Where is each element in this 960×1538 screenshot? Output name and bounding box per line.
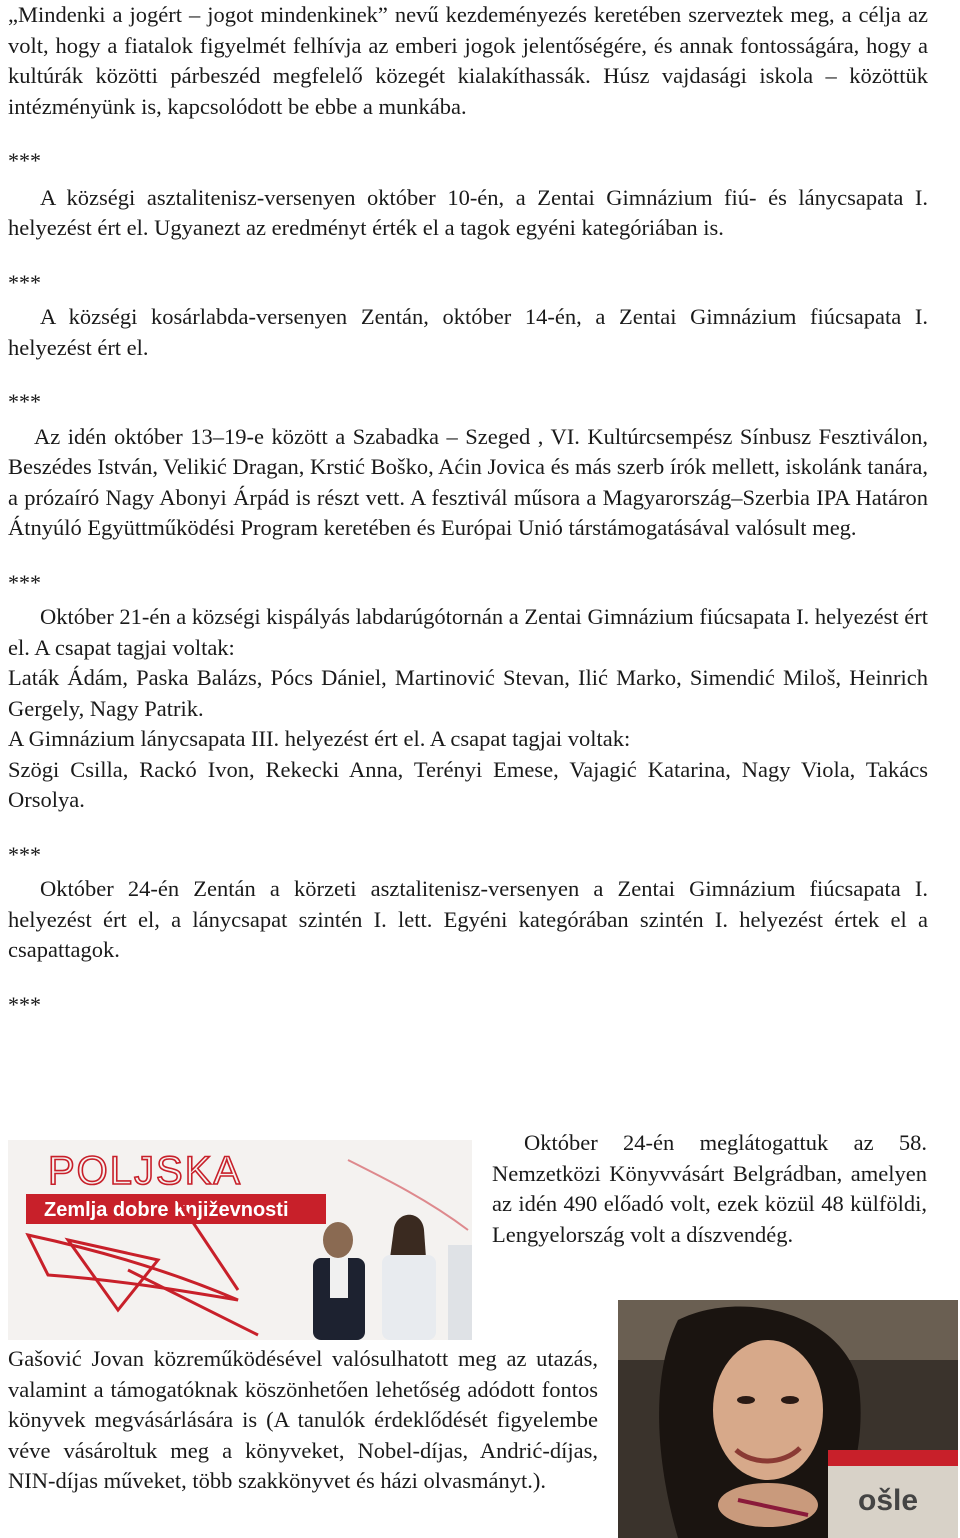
author-photo-drawing — [618, 1300, 958, 1538]
paragraph-festival: Az idén október 13–19-e között a Szabadka – Szeged , VI. Kultúrcsempész Sínbusz Fesztiválon, Beszédes István, Velikić Dragan, Krstić Boško, Aćin Jovica és más szerb írók mellett, iskolánk tanára, a prózaíró Nagy Abonyi Árpád is részt vett. A fesztivál műsora a Magyarország–Szerbia IPA Határon Átnyúló Együttműködési Program keretében és Európai Unió társtámogatásával valósult meg. — [8, 423, 928, 540]
paragraph-district-table-tennis: Október 24-én Zentán a körzeti asztalitenisz-versenyen a Zentai Gimnázium fiúcsapata I. helyezést ért el, a lánycsapat szintén I. lett. Egyéni kategórában szintén I. helyezést értek el a csapattagok. — [8, 876, 928, 962]
paragraph-football-girls-intro: A Gimnázium lánycsapata III. helyezést ért el. A csapat tagjai voltak: — [8, 726, 631, 751]
separator: *** — [8, 389, 41, 414]
separator: *** — [8, 148, 41, 173]
paragraph-football: Október 21-én a községi kispályás labdarúgótornán a Zentai Gimnázium fiúcsapata I. helyezést ért el. A csapat tagjai voltak: — [8, 604, 928, 660]
trip-text — [8, 1344, 598, 1497]
paragraph-trip: Gašović Jovan közreműködésével valósulhatott meg az utazás, valamint a támogatóknak köszönhetően lehetőség adódott fontos könyvek megvásárlására is (A tanulók érdeklődését figyelembe véve vásároltuk meg a könyveket, Nobel-díjas, Andrić-díjas, NIN-díjas műveket, több szakkönyvet és házi olvasmányt.). — [8, 1346, 598, 1493]
separator: *** — [8, 269, 41, 295]
book-cover-text: ošle — [858, 1484, 919, 1517]
paragraph-book-fair: Október 24-én meglátogattuk az 58. Nemzetközi Könyvvásárt Belgrádban, amelyen az idén 490 előadó volt, ezek közül 48 külföldi, Lengyelország volt a díszvendég. — [492, 1130, 927, 1247]
banner-title: POLJSKA — [48, 1149, 243, 1193]
banner-subtitle: Zemlja dobre književnosti — [44, 1199, 289, 1221]
paragraph-football-boys: Laták Ádám, Paska Balázs, Pócs Dániel, Martinović Stevan, Ilić Marko, Simendić Miloš, Heinrich Gergely, Nagy Patrik. — [8, 665, 928, 721]
separator: *** — [8, 841, 41, 867]
paragraph-table-tennis: A községi asztalitenisz-versenyen október 10-én, a Zentai Gimnázium fiú- és lánycsapata I. helyezést ért el. Ugyanezt az eredményt érték el a tagok egyéni kategóriában is. — [8, 184, 928, 240]
book-fair-text — [492, 1128, 927, 1250]
book-fair-photo — [8, 1140, 472, 1340]
paragraph-intro: „Mindenki a jogért – jogot mindenkinek” nevű kezdeményezés keretében szerveztek meg, a célja az volt, hogy a fiatalok figyelmét felhívja az emberi jogok jelentőségére, és annak fontosságára, hogy a kultúrák közötti párbeszéd megfelelő közegét kialakíthassák. Húsz vajdasági iskola – közöttük intézményünk is, kapcsolódott be ebbe a munkába. — [8, 2, 928, 119]
separator: *** — [8, 569, 41, 595]
article-body — [8, 0, 928, 1020]
separator: *** — [8, 991, 41, 1017]
book-fair-photo-drawing — [8, 1140, 472, 1340]
paragraph-football-girls: Szögi Csilla, Rackó Ivon, Rekecki Anna, Terényi Emese, Vajagić Katarina, Nagy Viola, Takács Orsolya. — [8, 756, 928, 812]
paragraph-basketball: A községi kosárlabda-versenyen Zentán, október 14-én, a Zentai Gimnázium fiúcsapata I. helyezést ért el. — [8, 304, 928, 360]
author-photo — [618, 1300, 958, 1538]
